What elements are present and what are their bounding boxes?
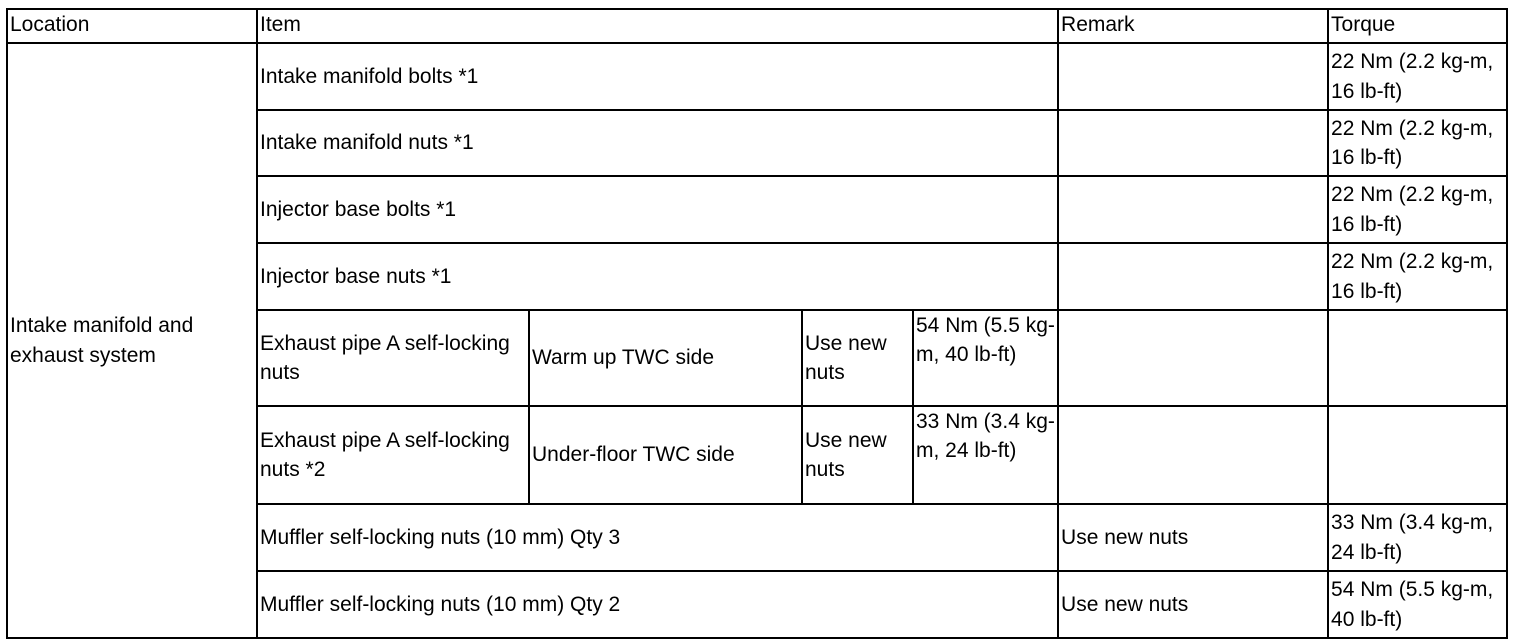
item-cell: Intake manifold bolts *1 — [257, 43, 1058, 110]
value-cell: 33 Nm (3.4 kg-m, 24 lb-ft) — [913, 406, 1058, 504]
item-cell: Injector base bolts *1 — [257, 176, 1058, 243]
note-cell: Use new nuts — [802, 406, 913, 504]
remark-cell — [1058, 110, 1328, 176]
value-cell: 54 Nm (5.5 kg-m, 40 lb-ft) — [913, 310, 1058, 406]
item-cell: Injector base nuts *1 — [257, 243, 1058, 310]
table-header-row — [7, 9, 1507, 43]
item-cell: Muffler self-locking nuts (10 mm) Qty 3 — [257, 504, 1058, 571]
header-torque: Torque — [1328, 9, 1507, 43]
side-cell: Warm up TWC side — [529, 310, 802, 406]
note-cell: Use new nuts — [802, 310, 913, 406]
remark-cell — [1058, 243, 1328, 310]
header-remark: Remark — [1058, 9, 1328, 43]
torque-cell — [1328, 310, 1507, 406]
torque-cell: 22 Nm (2.2 kg-m, 16 lb-ft) — [1328, 176, 1507, 243]
torque-cell: 22 Nm (2.2 kg-m, 16 lb-ft) — [1328, 110, 1507, 176]
remark-cell — [1058, 406, 1328, 504]
remark-cell — [1058, 43, 1328, 110]
torque-cell: 22 Nm (2.2 kg-m, 16 lb-ft) — [1328, 43, 1507, 110]
item-cell: Exhaust pipe A self-locking nuts — [257, 310, 529, 406]
table-row — [7, 43, 1507, 110]
torque-cell — [1328, 406, 1507, 504]
torque-cell: 54 Nm (5.5 kg-m, 40 lb-ft) — [1328, 571, 1507, 638]
item-cell: Exhaust pipe A self-locking nuts *2 — [257, 406, 529, 504]
item-cell: Intake manifold nuts *1 — [257, 110, 1058, 176]
torque-spec-table — [6, 8, 1508, 639]
torque-cell: 33 Nm (3.4 kg-m, 24 lb-ft) — [1328, 504, 1507, 571]
header-item: Item — [257, 9, 1058, 43]
remark-cell — [1058, 176, 1328, 243]
item-cell: Muffler self-locking nuts (10 mm) Qty 2 — [257, 571, 1058, 638]
header-location: Location — [7, 9, 257, 43]
torque-cell: 22 Nm (2.2 kg-m, 16 lb-ft) — [1328, 243, 1507, 310]
location-cell: Intake manifold and exhaust system — [7, 43, 257, 638]
remark-cell: Use new nuts — [1058, 571, 1328, 638]
remark-cell: Use new nuts — [1058, 504, 1328, 571]
side-cell: Under-floor TWC side — [529, 406, 802, 504]
remark-cell — [1058, 310, 1328, 406]
